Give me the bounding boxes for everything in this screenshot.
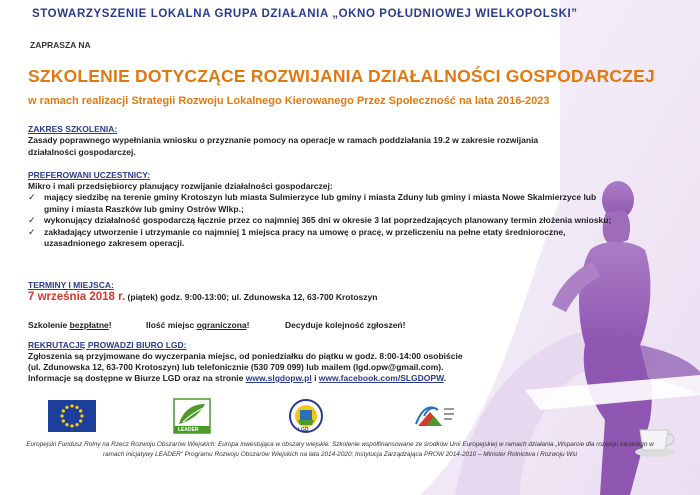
registration-line-2: (ul. Zdunowska 12, 63-700 Krotoszyn) lub telefonicznie (530 709 099) lub mailem (lgd.opw@gmail.com). <box>28 362 444 372</box>
order-note: Decyduje kolejność zgłoszeń! <box>285 320 406 330</box>
schedule-heading: TERMINY I MIEJSCA: <box>28 280 114 290</box>
organization-title: STOWARZYSZENIE LOKALNA GRUPA DZIAŁANIA „OKNO POŁUDNIOWEJ WIELKOPOLSKI” <box>32 8 578 20</box>
website-link[interactable]: www.slgdopw.pl <box>245 373 312 383</box>
event-details: (piątek) godz. 9:00-13:00; ul. Zdunowska 12, 63-700 Krotoszyn <box>125 292 378 302</box>
list-item-text: wykonujący działalność gospodarczą łącznie przez co najmniej 365 dni w okresie 3 lat poprzedzających planowany termin złożenia wniosku; <box>44 215 612 225</box>
participants-intro: Mikro i mali przedsiębiorcy planujący rozwijanie działalności gospodarczej: <box>28 181 333 191</box>
eu-flag-icon <box>48 400 96 432</box>
seats-word: ograniczona <box>196 320 247 330</box>
footer-note: Europejski Fundusz Rolny na Rzecz Rozwoju Obszarów Wiejskich: Europa inwestująca w obszary wiejskie. Szkolenie współfinansowane ze środków Unii Europejskiej w ramach działania „Wsparcie dla rozwoju lokalnego w ramach inicjatywy LEADER” Programu Rozwoju Obszarów Wiejskich na lata 2014-2020; Instytucja Zarządzająca PROW 2014-2010 – Minister Rolnictwa i Rozwoju Wsi <box>26 441 654 458</box>
prow-logo-icon <box>408 398 456 434</box>
checkmark-icon: ✓ <box>28 192 36 202</box>
lgd-logo-text: LGD <box>298 427 309 433</box>
list-item <box>28 192 618 215</box>
list-item <box>28 227 618 250</box>
main-title: SZKOLENIE DOTYCZĄCE ROZWIJANIA DZIAŁALNOŚCI GOSPODARCZEJ <box>28 66 655 86</box>
facebook-link[interactable]: www.facebook.com/SLGDOPW <box>318 373 444 383</box>
scope-heading: ZAKRES SZKOLENIA: <box>28 124 118 134</box>
registration-line-1: Zgłoszenia są przyjmowane do wyczerpania miejsc, od poniedziałku do piątku w godz. 8:00-14:00 osobiście <box>28 351 463 361</box>
free-note: Szkolenie bezpłatne! <box>28 320 112 330</box>
registration-line-3: Informacje są dostępne w Biurze LGD oraz na stronie www.slgdopw.pl i www.facebook.com/SLGDOPW. <box>28 373 447 383</box>
checkmark-icon: ✓ <box>28 215 36 225</box>
participants-heading: PREFEROWANI UCZESTNICY: <box>28 170 151 180</box>
seats-note: Ilość miejsc ograniczona! <box>146 320 250 330</box>
leader-logo-text: LEADER <box>178 427 199 433</box>
participants-list <box>28 192 618 250</box>
scope-text: Zasady poprawnego wypełniania wniosku o przyznanie pomocy na operacje w ramach poddziałania 19.2 w zakresie rozwijania działalności gospodarczej. <box>28 135 539 157</box>
subtitle: w ramach realizacji Strategii Rozwoju Lokalnego Kierowanego Przez Społeczność na lata 2016-2023 <box>28 95 550 107</box>
registration-heading: REKRUTACJĘ PROWADZI BIURO LGD: <box>28 340 187 350</box>
schedule-line <box>28 291 377 303</box>
event-date: 7 września 2018 r. <box>28 291 126 303</box>
invites-text: ZAPRASZA NA <box>30 40 91 50</box>
list-item-text: mający siedzibę na terenie gminy Krotoszyn lub miasta Sulmierzyce lub gminy i miasta Zduny lub gminy i miasta Nowe Skalmierzyce lub gminy i miasta Raszków lub gminy Ostrów Wlkp.; <box>44 192 597 214</box>
list-item <box>28 215 618 227</box>
list-item-text: zakładający utworzenie i utrzymanie co najmniej 1 miejsca pracy na umowę o pracę, w przeliczeniu na pełne etaty średnioroczne, uzasadnionego zakresem operacji. <box>44 226 566 248</box>
checkmark-icon: ✓ <box>28 226 36 237</box>
free-word: bezpłatne <box>69 320 109 330</box>
